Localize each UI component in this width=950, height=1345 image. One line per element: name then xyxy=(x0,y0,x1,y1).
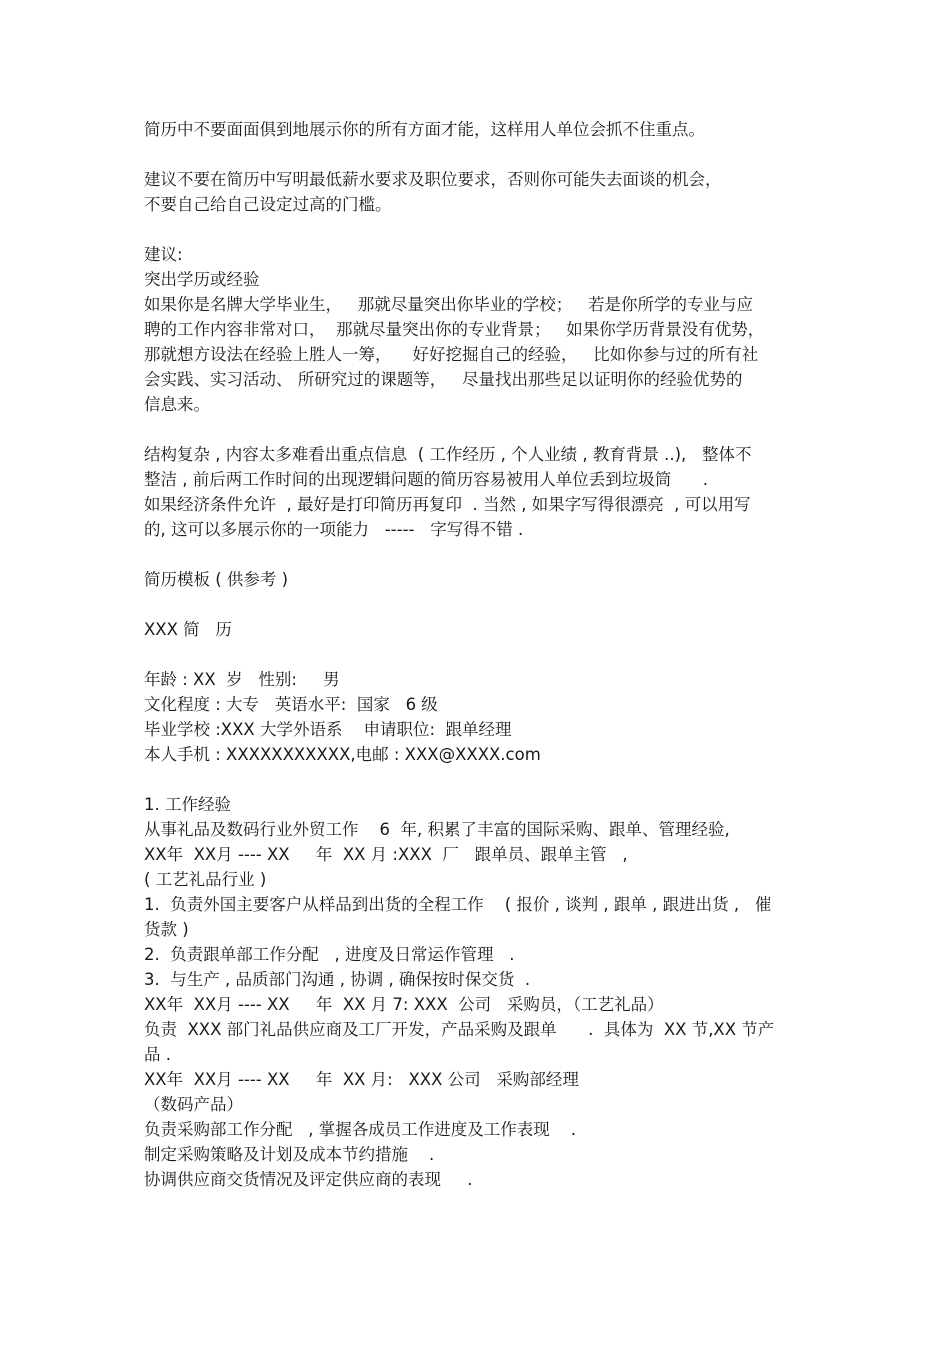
work-experience-line: 2. 负责跟单部工作分配 , 进度及日常运作管理 . xyxy=(144,945,515,964)
work-experience-line: 1. 负责外国主要客户从样品到出货的全程工作 ( 报价 , 谈判 , 跟单 , 跟进出货 , 催 xyxy=(144,895,772,914)
suggestion-line: 信息来。 xyxy=(144,395,210,414)
work-experience-line: 品 . xyxy=(144,1045,171,1064)
suggestion-line: 如果你是名牌大学毕业生， 那就尽量突出你毕业的学校； 若是你所学的专业与应 xyxy=(144,295,753,314)
paragraph-salary-line: 建议不要在简历中写明最低薪水要求及职位要求，否则你可能失去面谈的机会， xyxy=(144,170,722,189)
suggestion-line: 聘的工作内容非常对口， 那就尽量突出你的专业背景； 如果你学历背景没有优势， xyxy=(144,320,765,339)
personal-info-line: 文化程度 : 大专 英语水平: 国家 6 级 xyxy=(144,695,438,714)
work-experience-line: 负责 XXX 部门礼品供应商及工厂开发，产品采购及跟单 . 具体为 XX 节,XX 节产 xyxy=(144,1020,775,1039)
work-experience-line: XX年 XX月 ---- XX 年 XX 月: XXX 公司 采购部经理 xyxy=(144,1070,579,1089)
structure-line: 结构复杂 , 内容太多难看出重点信息 ( 工作经历 , 个人业绩 , 教育背景 ..), 整体不 xyxy=(144,445,752,464)
paragraph-gap xyxy=(144,217,814,242)
structure-line: 整洁 , 前后两工作时间的出现逻辑问题的简历容易被用人单位丢到垃圾筒 . xyxy=(144,470,708,489)
work-experience-line: 协调供应商交货情况及评定供应商的表现 . xyxy=(144,1170,473,1189)
paragraph-intro: 简历中不要面面俱到地展示你的所有方面才能，这样用人单位会抓不住重点。 xyxy=(144,120,705,139)
suggestion-line: 会实践、实习活动、 所研究过的课题等， 尽量找出那些足以证明你的经验优势的 xyxy=(144,370,743,389)
structure-line: 如果经济条件允许 , 最好是打印简历再复印 . 当然 , 如果字写得很漂亮 , 可以用写 xyxy=(144,495,751,514)
personal-info-line: 毕业学校 :XXX 大学外语系 申请职位: 跟单经理 xyxy=(144,720,512,739)
suggestion-line: 那就想方设法在经验上胜人一筹， 好好挖掘自己的经验， 比如你参与过的所有社 xyxy=(144,345,759,364)
work-experience-line: XX年 XX月 ---- XX 年 XX 月 7: XXX 公司 采购员，（工艺礼品） xyxy=(144,995,664,1014)
paragraph-salary-line: 不要自己给自己设定过高的门槛。 xyxy=(144,195,392,214)
personal-info-line: 本人手机 : XXXXXXXXXXX,电邮 : XXX@XXXX.com xyxy=(144,745,541,764)
paragraph-gap xyxy=(144,592,814,617)
paragraph-gap xyxy=(144,767,814,792)
paragraph-gap xyxy=(144,142,814,167)
work-experience-line: 货款 ) xyxy=(144,920,189,939)
document-body xyxy=(144,117,814,1192)
work-experience-heading: 1. 工作经验 xyxy=(144,795,231,814)
work-experience-line: 制定采购策略及计划及成本节约措施 . xyxy=(144,1145,435,1164)
paragraph-gap xyxy=(144,642,814,667)
personal-info-line: 年龄 : XX 岁 性别: 男 xyxy=(144,670,340,689)
suggestion-subheading: 突出学历或经验 xyxy=(144,270,260,289)
work-experience-line: 从事礼品及数码行业外贸工作 6 年, 积累了丰富的国际采购、跟单、管理经验, xyxy=(144,820,730,839)
suggestion-heading: 建议: xyxy=(144,245,183,264)
work-experience-line: XX年 XX月 ---- XX 年 XX 月 :XXX 厂 跟单员、跟单主管 , xyxy=(144,845,628,864)
work-experience-line: ( 工艺礼品行业 ) xyxy=(144,870,267,889)
work-experience-line: （数码产品） xyxy=(144,1095,243,1114)
work-experience-line: 3. 与生产 , 品质部门沟通 , 协调 , 确保按时保交货 . xyxy=(144,970,531,989)
structure-line: 的, 这可以多展示你的一项能力 ----- 字写得不错 . xyxy=(144,520,524,539)
paragraph-gap xyxy=(144,417,814,442)
template-heading: 简历模板 ( 供参考 ) xyxy=(144,570,289,589)
resume-title: XXX 简 历 xyxy=(144,620,232,639)
work-experience-line: 负责采购部工作分配 , 掌握各成员工作进度及工作表现 . xyxy=(144,1120,576,1139)
paragraph-gap xyxy=(144,542,814,567)
